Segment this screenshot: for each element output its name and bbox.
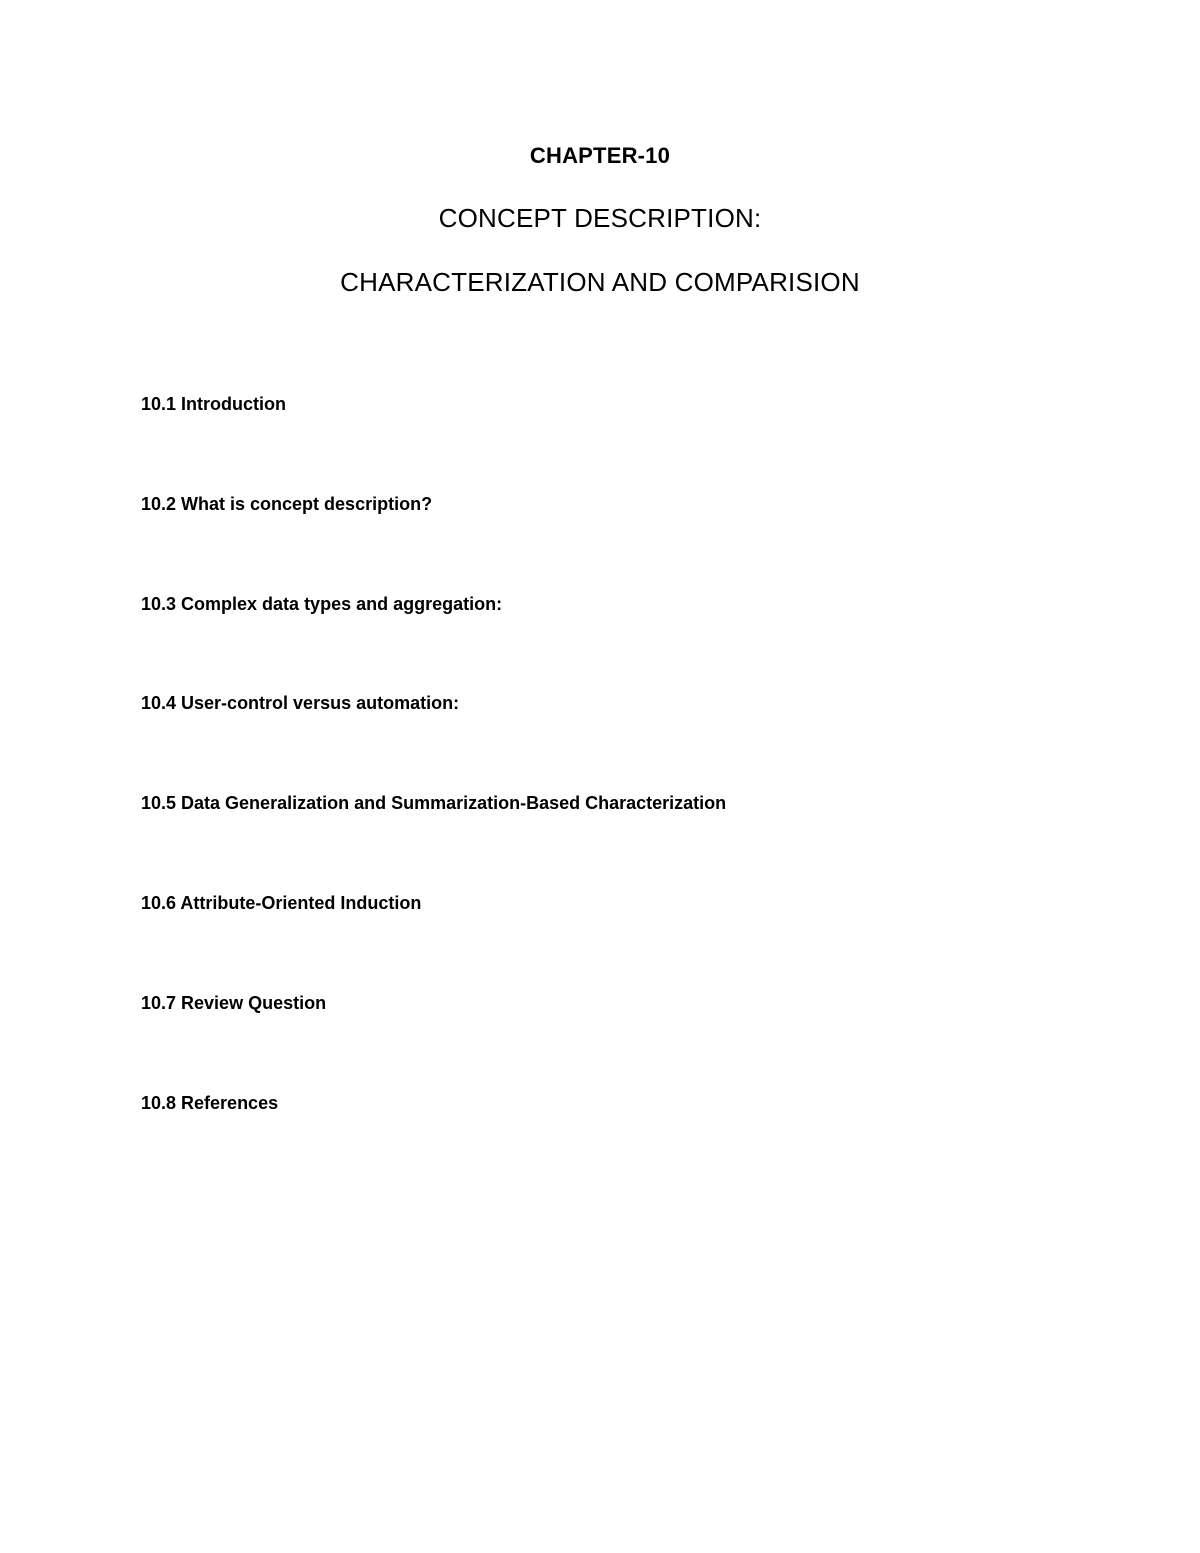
toc-item-complex-data-types: 10.3 Complex data types and aggregation: — [141, 593, 503, 614]
toc-item-data-generalization: 10.5 Data Generalization and Summarization-Based Characterization — [141, 793, 727, 814]
chapter-title-line-1: CONCEPT DESCRIPTION: — [438, 203, 762, 233]
toc-item-introduction: 10.1 Introduction — [141, 394, 287, 414]
chapter-label: CHAPTER-10 — [529, 143, 671, 168]
chapter-title-line-2: CHARACTERIZATION AND COMPARISION — [340, 267, 860, 297]
toc-item-review-question: 10.7 Review Question — [141, 992, 327, 1013]
toc-item-references: 10.8 References — [141, 1092, 279, 1113]
table-of-contents — [141, 391, 726, 1189]
toc-item-attribute-oriented-induction: 10.6 Attribute-Oriented Induction — [141, 892, 422, 913]
toc-item-user-control-vs-automation: 10.4 User-control versus automation: — [141, 693, 460, 714]
toc-item-what-is-concept-description: 10.2 What is concept description? — [141, 493, 433, 514]
